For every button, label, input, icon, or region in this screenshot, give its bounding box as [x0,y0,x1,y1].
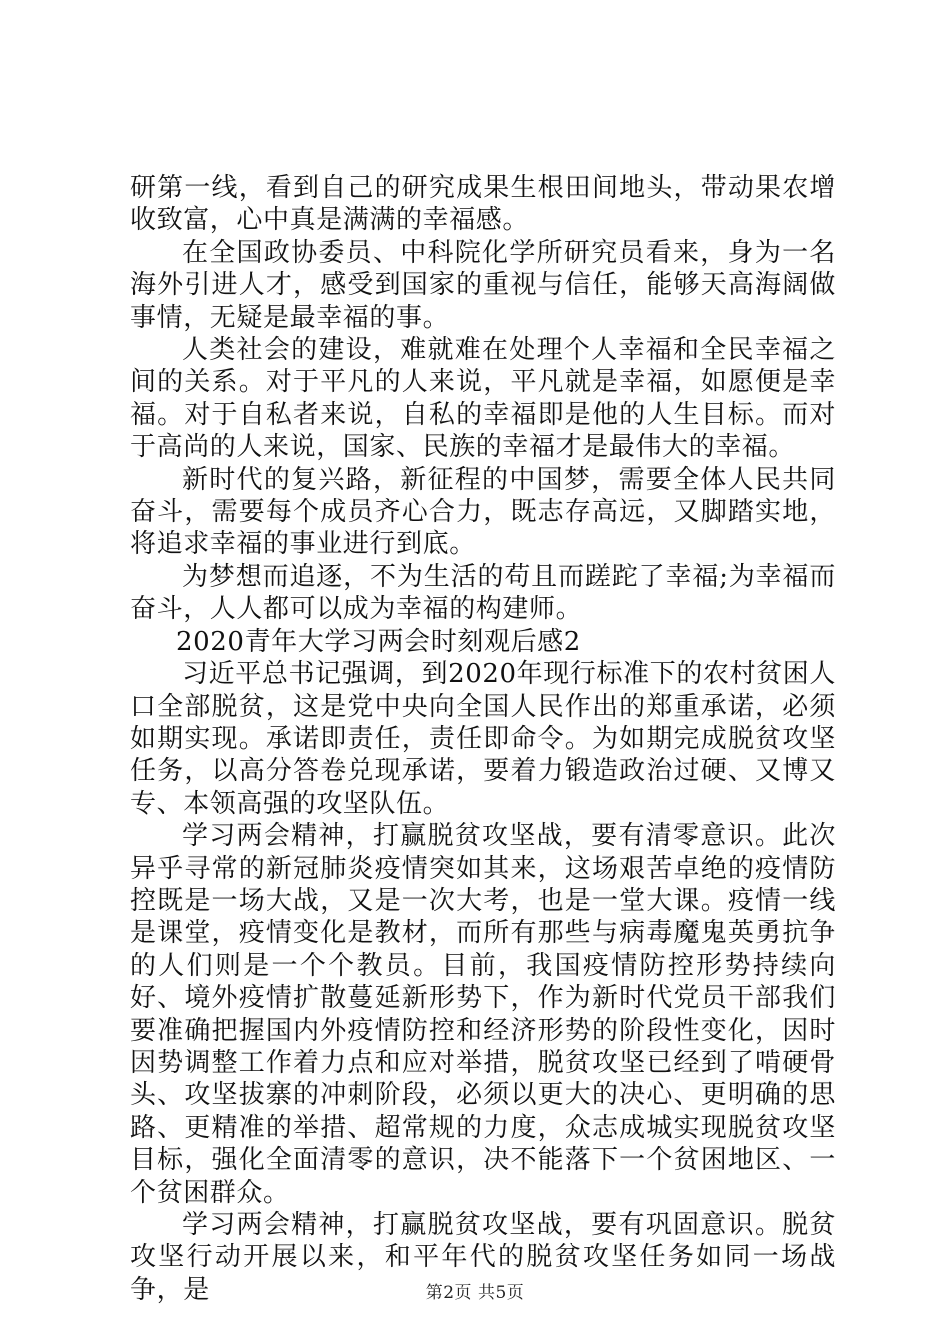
paragraph-5: 为梦想而追逐，不为生活的苟且而蹉跎了幸福;为幸福而奋斗，人人都可以成为幸福的构建师。 [130,561,836,625]
section-heading: 2020青年大学习两会时刻观后感2 [176,626,581,657]
paragraph-6: 习近平总书记强调，到2020年现行标准下的农村贫困人口全部脱贫，这是党中央向全国人民作出的郑重承诺，必须如期实现。承诺即责任，责任即命令。为如期完成脱贫攻坚任务，以高分答卷兑现承诺，要着力锻造政治过硬、又博又专、本领高强的攻坚队伍。 [130,659,836,819]
paragraph-3: 人类社会的建设，难就难在处理个人幸福和全民幸福之间的关系。对于平凡的人来说，平凡就是幸福，如愿便是幸福。对于自私者来说，自私的幸福即是他的人生目标。而对于高尚的人来说，国家、民族的幸福才是最伟大的幸福。 [130,335,836,463]
paragraph-2: 在全国政协委员、中科院化学所研究员看来，身为一名海外引进人才，感受到国家的重视与信任，能够天高海阔做事情，无疑是最幸福的事。 [130,237,836,333]
document-body [130,172,836,1306]
paragraph-8: 学习两会精神，打赢脱贫攻坚战，要有巩固意识。脱贫攻坚行动开展以来，和平年代的脱贫攻坚任务如同一场战争，是 [130,1210,836,1305]
paragraph-4: 新时代的复兴路，新征程的中国梦，需要全体人民共同奋斗，需要每个成员齐心合力，既志存高远，又脚踏实地，将追求幸福的事业进行到底。 [130,464,836,560]
page-indicator: 第2页 共5页 [425,1283,525,1303]
page-footer [0,1278,950,1303]
paragraph-7: 学习两会精神，打赢脱贫攻坚战，要有清零意识。此次异乎寻常的新冠肺炎疫情突如其来，这场艰苦卓绝的疫情防控既是一场大战，又是一次大考，也是一堂大课。疫情一线是课堂，疫情变化是教材，而所有那些与病毒魔鬼英勇抗争的人们则是一个个教员。目前，我国疫情防控形势持续向好、境外疫情扩散蔓延新形势下，作为新时代党员干部我们要准确把握国内外疫情防控和经济形势的阶段性变化，因时因势调整工作着力点和应对举措，脱贫攻坚已经到了啃硬骨头、攻坚拔寨的冲刺阶段，必须以更大的决心、更明确的思路、更精准的举措、超常规的力度，众志成城实现脱贫攻坚目标，强化全面清零的意识，决不能落下一个贫困地区、一个贫困群众。 [130,821,836,1208]
paragraph-1: 研第一线，看到自己的研究成果生根田间地头，带动果农增收致富，心中真是满满的幸福感。 [130,173,836,236]
